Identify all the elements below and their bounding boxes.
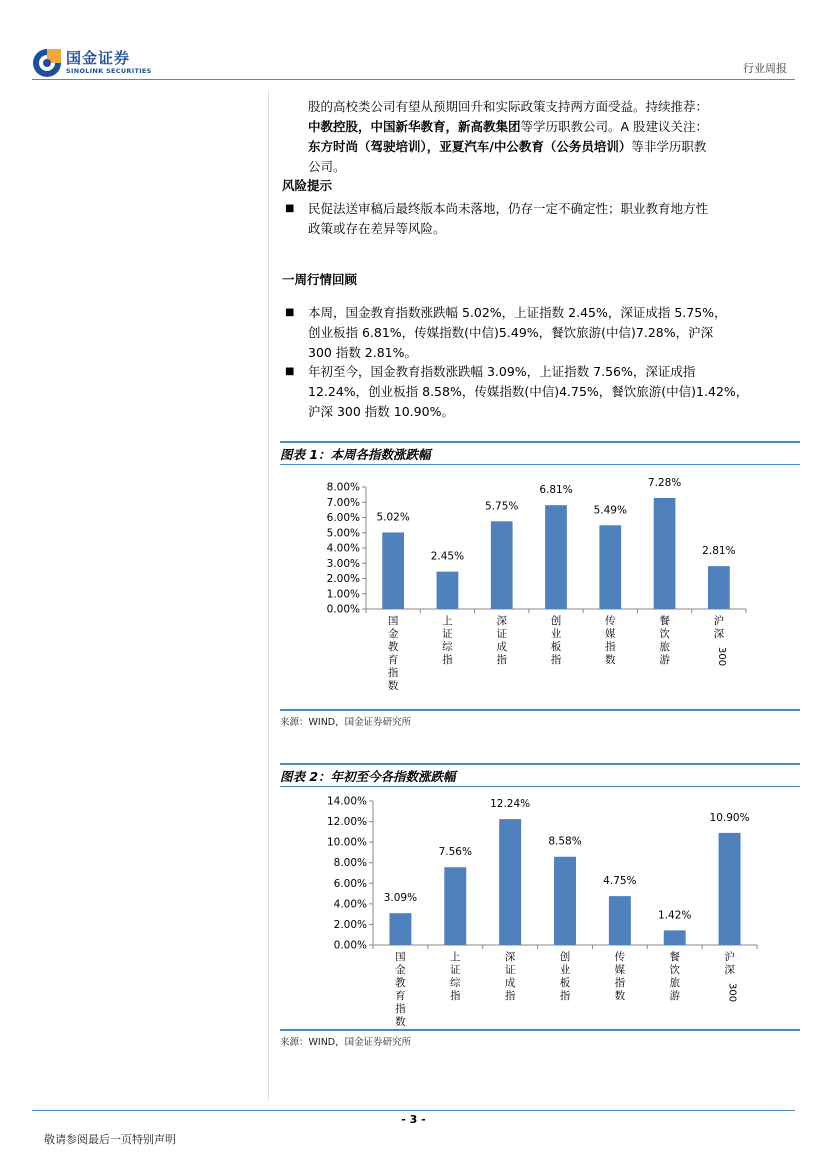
y-tick-label: 5.00% — [326, 527, 360, 540]
category-label-part: 教 — [387, 641, 399, 653]
review-item-2-line-1: 年初至今，国金教育指数涨跌幅 3.09%，上证指数 7.56%，深证成指 — [308, 364, 696, 379]
figure-2-title-rule — [280, 786, 800, 787]
logo-text-en: SINOLINK SECURITIES — [66, 67, 152, 75]
bar — [719, 833, 741, 945]
category-label-part: 业 — [550, 628, 562, 640]
data-label: 12.24% — [490, 798, 531, 811]
category-label-part: 饮 — [669, 964, 680, 976]
category-label-part: 媒 — [605, 628, 616, 640]
category-label-part: 综 — [442, 641, 453, 653]
category-label-part: 综 — [450, 977, 461, 989]
category-label-part: 证 — [450, 964, 461, 976]
category-label-part: 证 — [496, 628, 507, 640]
bar — [599, 525, 621, 609]
intro-line-3 — [308, 137, 796, 157]
y-tick-label: 2.00% — [333, 918, 367, 931]
y-tick-label: 6.00% — [333, 877, 367, 890]
category-label-part: 上 — [450, 951, 461, 963]
y-tick-label: 8.00% — [333, 857, 367, 870]
bar — [491, 521, 513, 609]
data-label: 7.56% — [438, 846, 472, 859]
category-label-part: 媒 — [614, 964, 626, 976]
y-tick-label: 8.00% — [326, 481, 360, 494]
data-label: 10.90% — [709, 811, 750, 824]
figure-2-source: 来源：WIND，国金证券研究所 — [280, 1037, 412, 1048]
review-item-2-line-2: 12.24%，创业板指 8.58%，传媒指数(中信)4.75%，餐饮旅游(中信)1.42%， — [308, 384, 749, 399]
category-label-part: 板 — [550, 641, 562, 653]
watch-stocks: 东方时尚（驾驶培训），亚夏汽车/中公教育（公务员培训） — [308, 139, 632, 154]
category-label-part: 板 — [559, 977, 571, 989]
recommend-stocks: 中教控股，中国新华教育，新高教集团 — [308, 119, 521, 134]
category-label-part: 金 — [395, 964, 406, 976]
category-label-part: 传 — [605, 615, 616, 627]
data-label: 3.09% — [383, 892, 418, 905]
category-label-part: 指 — [504, 990, 516, 1002]
figure-2-title: 图表 2：年初至今各指数涨跌幅 — [280, 769, 456, 784]
risk-line-1: 民促法送审稿后最终版本尚未落地，仍存一定不确定性；职业教育地方性 — [308, 201, 709, 216]
y-tick-label: 10.00% — [326, 836, 367, 849]
figure-1-top-rule — [280, 441, 800, 443]
review-item-1-line-2: 创业板指 6.81%，传媒指数(中信)5.49%，餐饮旅游(中信)7.28%，沪深 — [308, 325, 714, 340]
category-label-part: 深 — [504, 951, 516, 963]
category-label-part: 旅 — [659, 641, 670, 653]
y-tick-label: 12.00% — [326, 816, 367, 829]
intro-line-3-rest: 等非学历职教 — [631, 139, 707, 154]
data-label: 5.49% — [593, 504, 627, 517]
figure-1-title: 图表 1：本周各指数涨跌幅 — [280, 447, 431, 462]
bullet-icon: ■ — [285, 307, 295, 318]
data-label: 4.75% — [603, 875, 637, 888]
category-label-part: 沪 — [713, 615, 725, 627]
intro-line-2 — [308, 117, 796, 137]
category-label-part: 300 — [726, 983, 738, 1003]
report-type-label: 行业周报 — [743, 62, 787, 75]
data-label: 7.28% — [647, 476, 682, 489]
bar — [444, 867, 466, 945]
category-label-part: 证 — [504, 964, 516, 976]
y-tick-label: 2.00% — [326, 573, 360, 585]
category-label-part: 传 — [614, 951, 626, 963]
bar — [609, 896, 631, 945]
review-item-1-line-3: 300 指数 2.81%。 — [308, 345, 418, 360]
bullet-icon: ■ — [285, 203, 295, 214]
category-label-part: 国 — [387, 615, 399, 627]
bar — [545, 505, 567, 609]
category-label-part: 指 — [559, 990, 571, 1002]
bar — [708, 566, 730, 609]
y-tick-label: 0.00% — [333, 939, 367, 952]
data-label: 8.58% — [548, 835, 582, 848]
review-item-1-line-1: 本周，国金教育指数涨跌幅 5.02%，上证指数 2.45%，深证成指 5.75%， — [308, 305, 727, 320]
category-label-part: 300 — [715, 647, 727, 667]
data-label: 2.81% — [702, 545, 736, 558]
category-label-part: 数 — [395, 1016, 406, 1028]
y-tick-label: 4.00% — [333, 898, 367, 911]
data-label: 5.02% — [376, 511, 410, 524]
margin-guide — [268, 90, 269, 1100]
category-label-part: 成 — [504, 977, 516, 989]
category-label-part: 数 — [387, 680, 399, 692]
data-label: 6.81% — [539, 484, 573, 497]
bar — [554, 857, 576, 945]
footer-divider — [32, 1110, 795, 1111]
intro-line-2-rest: 等学历职教公司。A 股建议关注： — [520, 119, 709, 134]
chart-weekly-returns — [280, 466, 800, 706]
category-label-part: 沪 — [724, 951, 735, 963]
category-label-part: 深 — [713, 628, 725, 640]
y-tick-label: 3.00% — [326, 557, 360, 570]
data-label: 1.42% — [658, 909, 692, 922]
bar — [654, 498, 676, 609]
category-label-part: 数 — [605, 654, 616, 666]
review-item-ytd — [308, 362, 798, 422]
category-label-part: 创 — [559, 951, 571, 963]
intro-line-1: 股的高校类公司有望从预期回升和实际政策支持两方面受益。持续推荐： — [308, 99, 709, 114]
figure-1-bottom-rule — [280, 709, 800, 711]
risk-section-title: 风险提示 — [282, 178, 333, 193]
category-label-part: 业 — [559, 964, 571, 976]
category-label-part: 深 — [724, 964, 735, 976]
category-label-part: 游 — [669, 990, 680, 1002]
category-label-part: 指 — [395, 1003, 406, 1015]
y-tick-label: 1.00% — [326, 588, 360, 601]
bar — [437, 572, 459, 609]
review-item-2-line-3: 沪深 300 指数 10.90%。 — [308, 404, 454, 419]
chart-ytd-returns — [280, 788, 800, 1028]
category-label-part: 餐 — [659, 615, 670, 627]
category-label-part: 金 — [387, 628, 399, 640]
bar — [499, 819, 521, 945]
page-number: - 3 - — [401, 1113, 426, 1126]
category-label-part: 指 — [605, 641, 616, 653]
intro-paragraph — [308, 97, 796, 177]
y-tick-label: 7.00% — [326, 496, 360, 509]
category-label-part: 国 — [395, 951, 406, 963]
category-label-part: 证 — [442, 628, 453, 640]
review-item-weekly — [308, 303, 798, 363]
category-label-part: 饮 — [659, 628, 670, 640]
category-label-part: 指 — [442, 654, 453, 666]
category-label-part: 成 — [496, 641, 507, 653]
category-label-part: 上 — [442, 615, 453, 627]
category-label-part: 深 — [496, 615, 507, 627]
y-tick-label: 0.00% — [326, 603, 360, 616]
review-section-title: 一周行情回顾 — [282, 272, 358, 287]
bar — [382, 532, 404, 609]
y-tick-label: 6.00% — [326, 512, 360, 524]
bullet-icon: ■ — [285, 366, 295, 377]
category-label-part: 指 — [496, 654, 507, 666]
risk-bullet-text — [308, 199, 798, 239]
y-tick-label: 14.00% — [326, 795, 367, 808]
figure-2-bottom-rule — [280, 1029, 800, 1031]
figure-1-source: 来源：WIND，国金证券研究所 — [280, 717, 412, 728]
figure-2-top-rule — [280, 763, 800, 765]
logo-text-cn: 国金证券 — [66, 49, 131, 67]
category-label-part: 教 — [395, 977, 406, 989]
risk-line-2: 政策或存在差异等风险。 — [308, 221, 446, 236]
data-label: 5.75% — [485, 500, 519, 513]
disclaimer-note: 敬请参阅最后一页特别声明 — [44, 1133, 176, 1146]
category-label-part: 指 — [550, 654, 562, 666]
figure-1-title-rule — [280, 464, 800, 465]
category-label-part: 创 — [550, 615, 562, 627]
intro-line-4: 公司。 — [308, 159, 346, 174]
category-label-part: 餐 — [669, 951, 680, 963]
header-divider — [32, 79, 795, 80]
category-label-part: 指 — [387, 667, 399, 679]
category-label-part: 育 — [395, 990, 406, 1002]
category-label-part: 游 — [659, 654, 670, 666]
bar — [664, 930, 686, 945]
company-logo-icon — [32, 48, 62, 78]
category-label-part: 数 — [614, 990, 626, 1002]
category-label-part: 指 — [450, 990, 461, 1002]
bar — [389, 913, 411, 945]
category-label-part: 指 — [614, 977, 626, 989]
data-label: 2.45% — [430, 550, 465, 563]
category-label-part: 育 — [387, 654, 399, 666]
y-tick-label: 4.00% — [326, 542, 360, 555]
category-label-part: 旅 — [669, 977, 680, 989]
